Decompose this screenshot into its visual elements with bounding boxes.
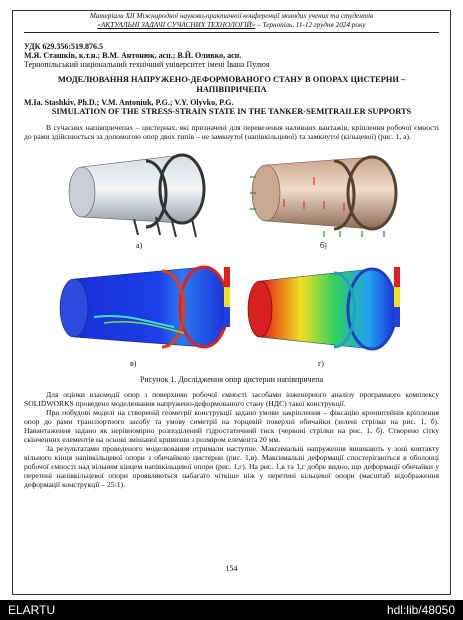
conference-header [24,12,439,30]
figure-caption: Рисунок 1. Дослідження опор цистерни напівпричепа [139,374,324,384]
figure-d-image [244,257,414,357]
page-number: 154 [225,564,238,573]
header-line-2 [24,21,439,30]
figure-label-b: б) [320,240,327,250]
title-ua: МОДЕЛЮВАННЯ НАПРУЖЕНО-ДЕФОРМОВАНОГО СТАНУ В ОПОРАХ ЦИСТЕРНИ – НАПІВПРИЧЕПА [57,75,406,94]
figure-label-a: а) [136,240,143,250]
institution: Тернопільський національний технічний університет імені Івана Пулюя [24,60,270,69]
header-divider [24,32,439,33]
title-en: SIMULATION OF THE STRESS-STRAIN STATE IN THE TANKER-SEMITRAILER SUPPORTS [51,107,412,116]
repository-name[interactable]: ELARTU [8,603,56,617]
figure-c-image [54,257,244,357]
figure-b-image [244,147,404,239]
handle-identifier[interactable]: hdl:lib/48050 [386,603,455,617]
header-conference-title: «АКТУАЛЬНІ ЗАДАЧІ СУЧАСНИХ ТЕХНОЛОГІЙ» [97,21,256,29]
header-line-1: Матеріали XIІ Міжнародної науково-практичної конференції молодих учених та студентів [89,12,374,20]
body-paragraph-3: За результатами проведеного моделювання отримали наступне. Максимальні напруження виникають у зоні контакту вільного кінця напівкільцевої опори з обичайкою цистерни (рис. 1,в). Максимальні деформації спостерігаються в оболонці робочої ємності над вільним кінцем напівкільцевої опори (рис. 1,г). На рис. 1,в та 1,г добре видно, що деформації обичайки у перетині напівкільцевої опори проявляються набагато чіткіше ніж у перетині кільцевої опори (масштаб відображення деформації конструкції – 25:1). [24,443,439,489]
intro-paragraph: В сучасних напівпричепах – цистернах, які призначені для перевезення наливних вантажів, кріплення робочої ємності до рами здійснюється за допомогою опор двох типів – не замкнутої (напівкільцевої) та замкнутої (кільцевої) (рис. 1, а). [24,122,439,141]
figure-label-c: в) [130,358,137,368]
header-place-date: – Тернопіль, 11-12 грудня 2024 року [255,21,366,29]
repository-footer-bar [0,600,463,620]
body-paragraph-1: Для оцінки взаємодії опор з поверхнею робочої ємності засобами інженерного аналізу програмного комплексу SOLIDWORKS проведено моделювання напружено-деформованого стану (НДС) такої конструкції. [24,389,439,408]
figure-1 [24,145,439,373]
udk-code: УДК 629.356:519.876.5 [24,42,104,51]
authors-ua: М.Я. Сташків, к.т.н.; В.М. Антонюк, асп.; В.Й. Оливко, асп. [24,51,242,60]
authors-en: M.Ia. Stashkiv, Ph.D.; V.M. Antoniuk, P.G.; V.Y. Olyvko, P.G. [24,98,234,107]
figure-label-d: г) [318,358,324,368]
figure-a-image [64,147,214,239]
document-page [24,12,439,573]
body-paragraph-2: При побудові моделі на створеній геометрії конструкції задано умови закріплення – фіксацію кронштейнів кріплення опор до рами транспортного засобу та умову симетрії на торцевій поверхні обичайки (зелені стрілки на рис. 1, б). Навантаження задано як нерівномірно розподілений гідростатичний тиск (червоні стрілки на рис. 1, б). Створено сітку скінченних елементів на основі змішаної кривизни з розміром елемента 20 мм. [24,407,439,444]
